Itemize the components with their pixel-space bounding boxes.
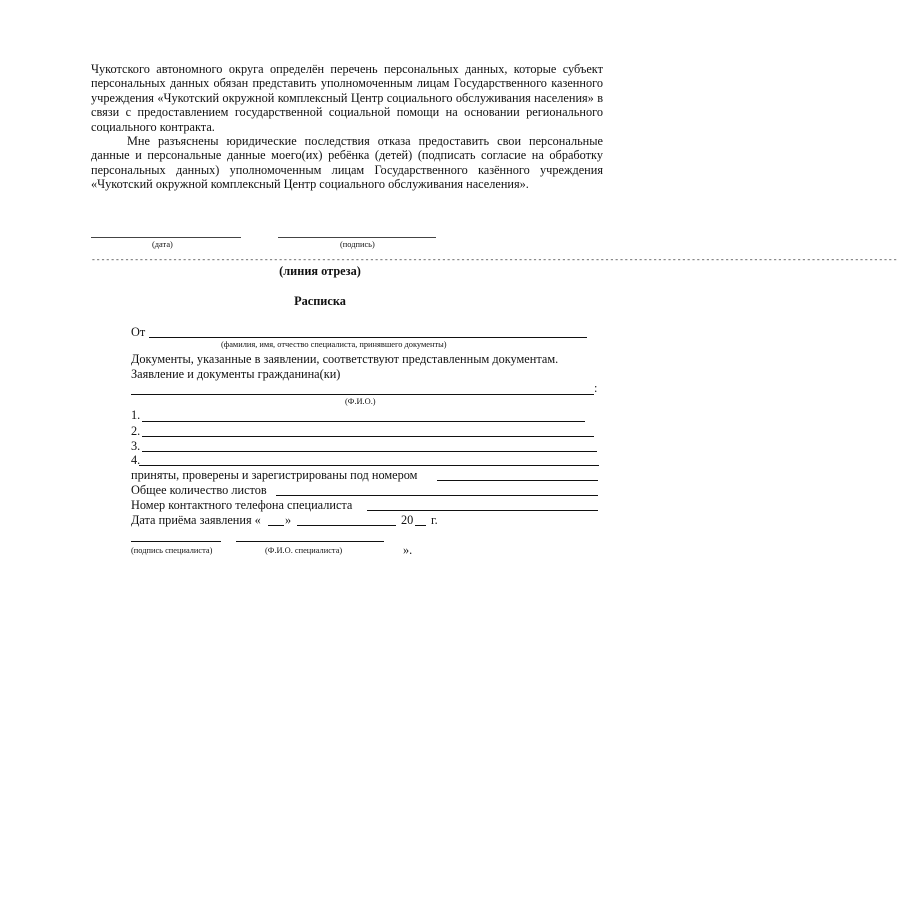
sheets-count-line[interactable]: [276, 495, 598, 496]
citizen-name-line[interactable]: [131, 394, 594, 395]
item-4-line[interactable]: [139, 465, 599, 466]
day-line[interactable]: [268, 525, 284, 526]
cut-line: ------------------------------------------------------------------------------------------------------------------------------------------------------------------------: [91, 256, 898, 265]
item-2-label: 2.: [131, 424, 141, 438]
date-line[interactable]: [91, 237, 241, 238]
specialist-signature-line[interactable]: [131, 541, 221, 542]
closing-quote: ».: [403, 543, 413, 557]
specialist-fio-caption: (Ф.И.О. специалиста): [265, 546, 343, 555]
year-line[interactable]: [415, 525, 426, 526]
specialist-fio-line[interactable]: [236, 541, 384, 542]
item-1-line[interactable]: [142, 421, 585, 422]
date-caption: (дата): [152, 240, 173, 249]
from-caption: (фамилия, имя, отчество специалиста, принявшего документы): [221, 340, 447, 349]
signature-line[interactable]: [278, 237, 436, 238]
month-line[interactable]: [297, 525, 396, 526]
phone-line[interactable]: [367, 510, 598, 511]
colon-mark: :: [594, 381, 598, 395]
accepted-label: приняты, проверены и зарегистрированы под номером: [131, 468, 418, 482]
item-1-label: 1.: [131, 408, 141, 422]
documents-match-text: Документы, указанные в заявлении, соответствуют представленным документам.: [131, 352, 559, 366]
specialist-signature-caption: (подпись специалиста): [131, 546, 213, 555]
sheets-label: Общее количество листов: [131, 483, 267, 497]
from-label: От: [131, 325, 146, 339]
signature-caption: (подпись): [340, 240, 375, 249]
date-quote-close: »: [285, 513, 292, 527]
item-3-line[interactable]: [142, 451, 597, 452]
fio-caption: (Ф.И.О.): [345, 397, 376, 406]
phone-label: Номер контактного телефона специалиста: [131, 498, 353, 512]
year-prefix: 20: [401, 513, 414, 527]
from-input-line[interactable]: [149, 337, 587, 338]
registration-number-line[interactable]: [437, 480, 598, 481]
statement-paragraph-1: Чукотского автономного округа определён перечень персональных данных, которые субъект персональных данных обязан представить уполномоченным лицам Государственного казенного учреждения «Чукотский окружной комплексный Центр социального обслуживания населения» в связи с предоставлением государственной социальной помощи на основании регионального социального контракта.: [91, 62, 603, 134]
receipt-title: Расписка: [294, 294, 346, 308]
item-4-label: 4.: [131, 453, 141, 467]
date-label: Дата приёма заявления «: [131, 513, 261, 527]
statement-paragraph-2: Мне разъяснены юридические последствия отказа предоставить свои персональные данные и персональные данные моего(их) ребёнка (детей) (подписать согласие на обработку персональных данных) уполномоченным лицам Государственного казённого учреждения «Чукотский окружной комплексный Центр социального обслуживания населения».: [91, 134, 603, 192]
item-3-label: 3.: [131, 439, 141, 453]
year-suffix: г.: [431, 513, 438, 527]
cut-line-label: (линия отреза): [279, 264, 361, 278]
application-label: Заявление и документы гражданина(ки): [131, 367, 341, 381]
item-2-line[interactable]: [142, 436, 594, 437]
